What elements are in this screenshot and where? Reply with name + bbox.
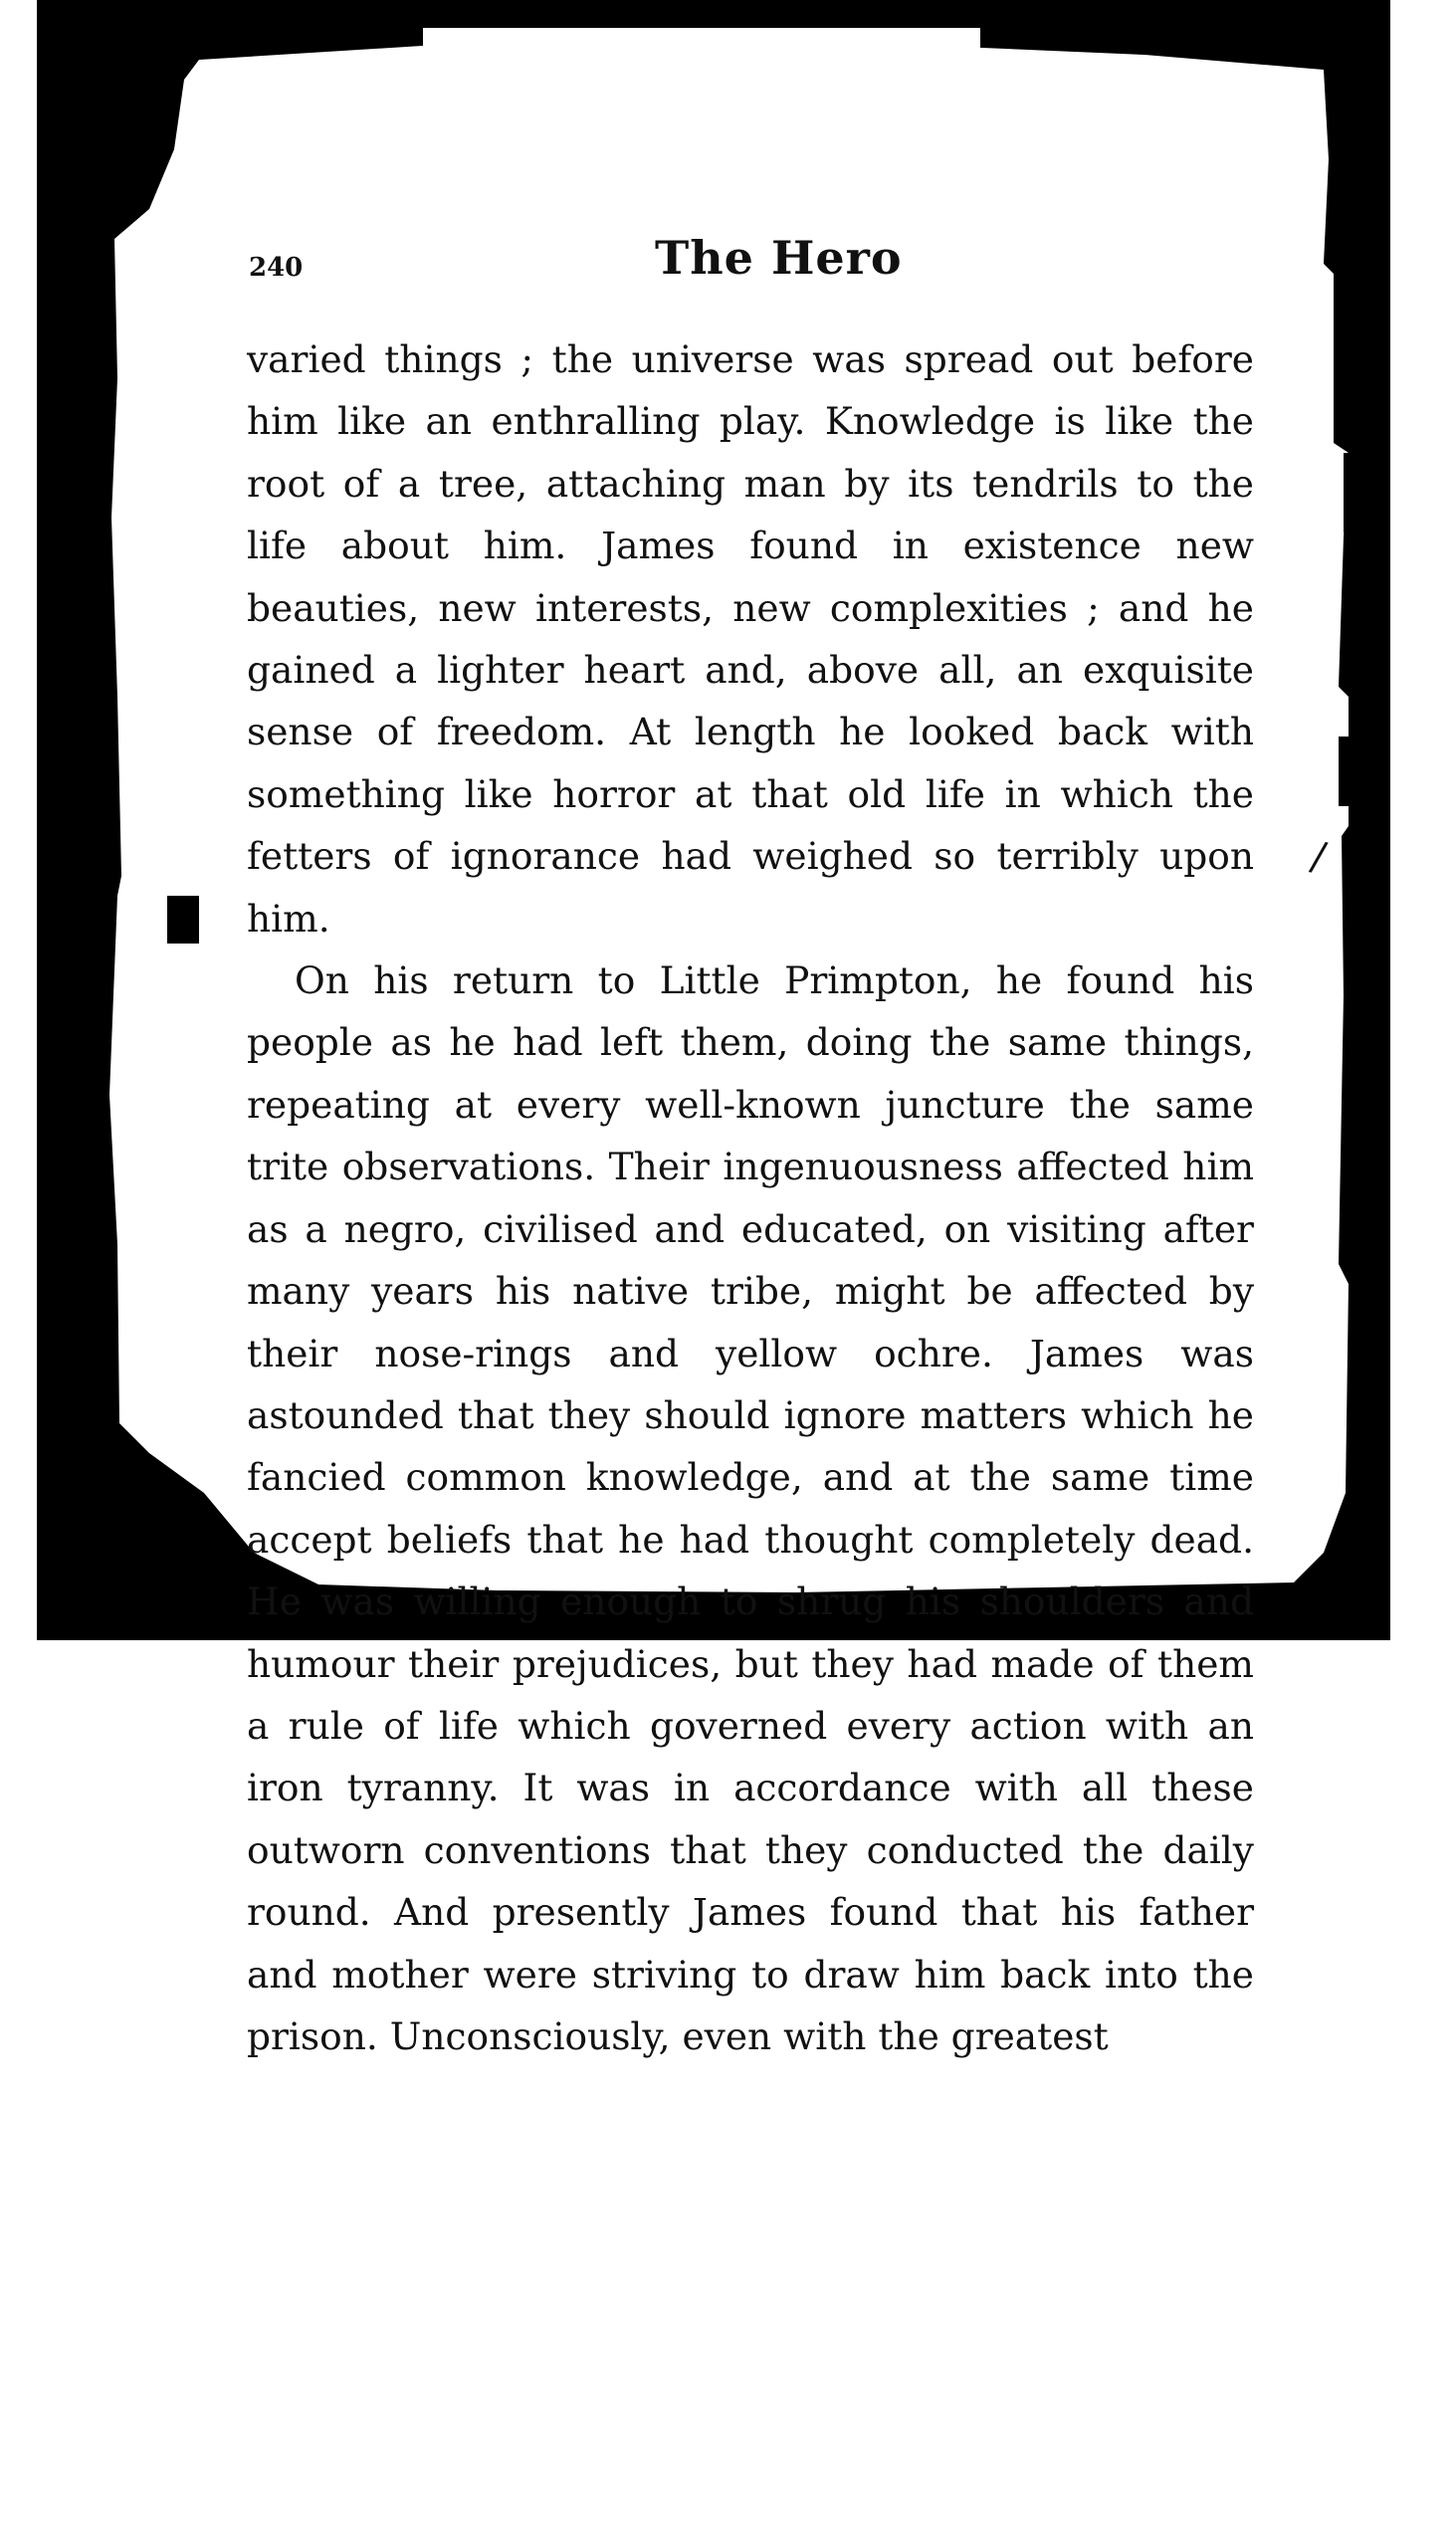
paragraph-2: On his return to Little Primpton, he found his people as he had left them, doing the same things, repeating at every well-known juncture the same trite observations. Their ingenuousness affected him as a negro, civilised and educated, on visiting after many years his native tribe, might be affected by their nose-rings and yellow ochre. James was astounded that they should ignore matters which he fancied common knowledge, and at the same time accept beliefs that he had thought completely dead. He was willing enough to shrug his shoulders and humour their prejudices, but they had made of them a rule of life which governed every action with an iron tyranny. It was in accordance with all these outworn conventions that they conducted the daily round. And presently James found that his father and mother were striving to draw him back into the prison. Unconsciously, even with the greatest	[247, 958, 1254, 2058]
page-number: 240	[249, 253, 304, 283]
page-header	[249, 231, 1254, 311]
body-text	[247, 328, 1254, 2067]
running-head-title: The Hero	[655, 231, 903, 285]
margin-mark: /	[1307, 833, 1331, 881]
paragraph-1: varied things ; the universe was spread out before him like an enthralling play. Knowledge is like the root of a tree, attaching man by its tendrils to the life about him. James found in existence new beauties, new interests, new complexities ; and he gained a lighter heart and, above all, an exquisite sense of freedom. At length he looked back with something like horror at that old life in which the fetters of ignorance had weighed so terribly upon him.	[247, 337, 1254, 941]
